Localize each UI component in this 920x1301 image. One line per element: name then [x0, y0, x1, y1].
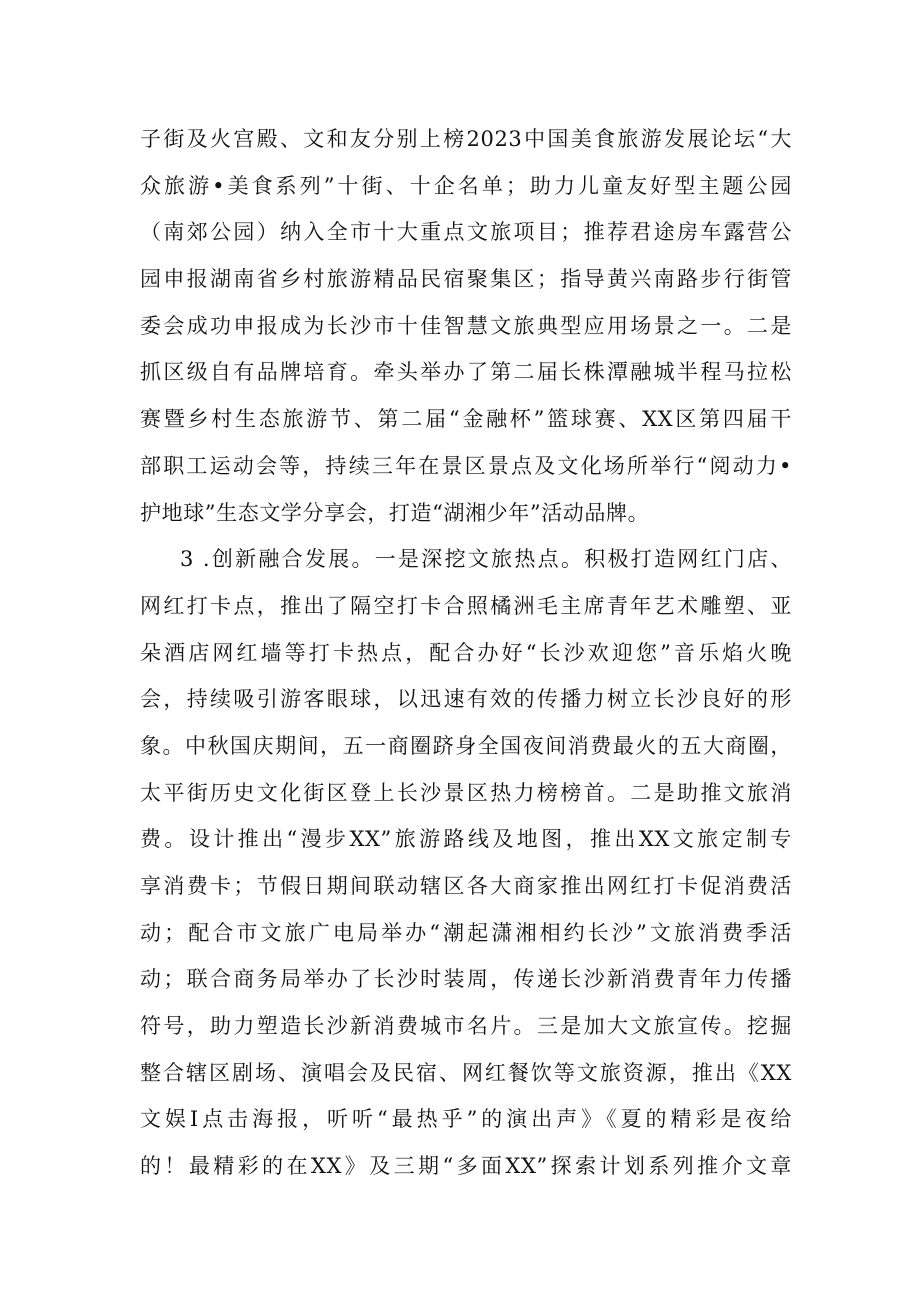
text-line: 象。中秋国庆期间，五一商圈跻身全国夜间消费最火的五大商圈，	[140, 733, 792, 758]
text-line: 抓区级自有品牌培育。牵头举办了第二届长株潭融城半程马拉松	[140, 360, 792, 385]
body-text	[140, 116, 792, 1190]
text-line: 子街及火宫殿、文和友分别上榜2023中国美食旅游发展论坛“大	[140, 127, 792, 151]
text-line: （南郊公园）纳入全市十大重点文旅项目；推荐君途房车露营公	[140, 220, 792, 245]
text-line: 会，持续吸引游客眼球，以迅速有效的传播力树立长沙良好的形	[140, 687, 792, 712]
text-line: 委会成功申报成为长沙市十佳智慧文旅典型应用场景之一。二是	[140, 313, 792, 338]
text-line: 整合辖区剧场、演唱会及民宿、网红餐饮等文旅资源，推出《XX	[140, 1060, 792, 1085]
text-line: 太平街历史文化街区登上长沙景区热力榜榜首。二是助推文旅消	[140, 780, 792, 805]
text-line: 符号，助力塑造长沙新消费城市名片。三是加大文旅宣传。挖掘	[140, 1014, 792, 1039]
paragraph-start-line: 3 .创新融合发展。一是深挖文旅热点。积极打造网红门店、	[180, 547, 792, 572]
text-line: 网红打卡点，推出了隔空打卡合照橘洲毛主席青年艺术雕塑、亚	[140, 593, 792, 618]
text-line: 动；配合市文旅广电局举办“潮起潇湘相约长沙”文旅消费季活	[140, 920, 792, 945]
text-line: 园申报湖南省乡村旅游精品民宿聚集区；指导黄兴南路步行街管	[140, 267, 792, 292]
text-line: 的！最精彩的在XX》及三期“多面XX”探索计划系列推介文章	[140, 1154, 792, 1179]
text-line: 动；联合商务局举办了长沙时装周，传递长沙新消费青年力传播	[140, 967, 792, 992]
text-line: 众旅游•美食系列”十街、十企名单；助力儿童友好型主题公园	[140, 173, 792, 198]
text-line: 享消费卡；节假日期间联动辖区各大商家推出网红打卡促消费活	[140, 874, 792, 898]
text-line: 文娱I点击海报，听听“最热乎”的演出声》《夏的精彩是夜给	[140, 1107, 792, 1132]
text-line: 朵酒店网红墙等打卡热点，配合办好“长沙欢迎您”音乐焰火晚	[140, 640, 792, 665]
text-line: 部职工运动会等，持续三年在景区景点及文化场所举行“阅动力•	[140, 453, 792, 478]
text-line: 费。设计推出“漫步XX”旅游路线及地图，推出XX文旅定制专	[140, 827, 792, 852]
text-line: 赛暨乡村生态旅游节、第二届“金融杯”篮球赛、XX区第四届干	[140, 407, 792, 432]
text-line: 护地球”生态文学分享会，打造“湖湘少年”活动品牌。	[140, 500, 650, 525]
